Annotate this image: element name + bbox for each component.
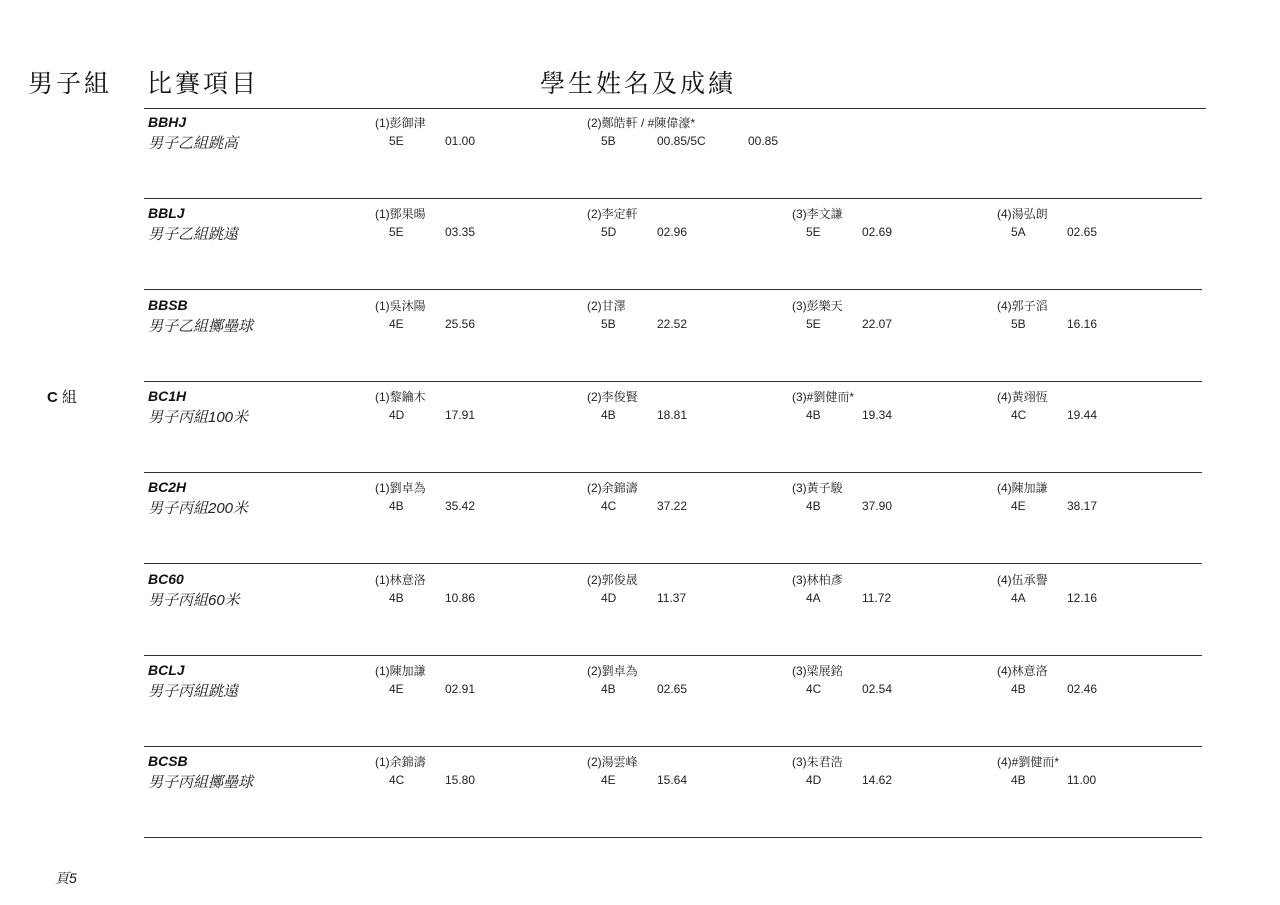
entry-score: 18.81 bbox=[657, 407, 688, 422]
entry-score: 02.46 bbox=[1067, 681, 1098, 696]
entry-score: 12.16 bbox=[1067, 590, 1098, 605]
event-row bbox=[0, 108, 1280, 199]
entry-placing: (3)黃子駿 bbox=[792, 481, 843, 496]
group-letter: C bbox=[47, 389, 58, 406]
page-number: 頁5 bbox=[55, 870, 77, 886]
entry-score: 02.54 bbox=[862, 681, 893, 696]
event-name: 男子丙組60米 bbox=[148, 591, 240, 609]
entry-score: 22.52 bbox=[657, 316, 688, 331]
entry-class: 4A bbox=[1011, 590, 1026, 605]
entry-score: 02.91 bbox=[445, 681, 476, 696]
event-code: BBHJ bbox=[148, 114, 187, 130]
entry-class: 4C bbox=[601, 499, 617, 514]
group-suffix: 組 bbox=[62, 389, 78, 406]
entry-score: 03.35 bbox=[445, 225, 476, 240]
entry-class: 4C bbox=[1011, 407, 1027, 422]
entry-placing: (4)伍承譽 bbox=[997, 572, 1048, 587]
entry-placing: (2)劉卓為 bbox=[587, 663, 638, 678]
entry-placing: (2)湯雲峰 bbox=[587, 755, 638, 770]
entry-placing: (1)林意洛 bbox=[375, 572, 426, 587]
entry-placing: (1)劉卓為 bbox=[375, 481, 426, 496]
entry-class: 5E bbox=[389, 225, 404, 240]
entry-class: 4D bbox=[806, 773, 822, 788]
entry-class: 5E bbox=[806, 225, 821, 240]
event-code: BCSB bbox=[148, 753, 188, 770]
event-divider bbox=[144, 837, 1202, 838]
entry-score: 22.07 bbox=[862, 316, 893, 331]
event-name: 男子乙組擲壘球 bbox=[148, 317, 254, 335]
event-row bbox=[0, 473, 1280, 564]
entry-score: 14.62 bbox=[862, 773, 893, 788]
header-group-column: 男子組 bbox=[28, 69, 113, 98]
entry-score: 10.86 bbox=[445, 590, 476, 605]
entry-score: 02.65 bbox=[657, 681, 688, 696]
entry-score: 35.42 bbox=[445, 499, 476, 514]
entry-class: 5B bbox=[601, 316, 616, 331]
entry-score: 19.44 bbox=[1067, 407, 1098, 422]
entry-score: 25.56 bbox=[445, 316, 476, 331]
event-name: 男子乙組跳遠 bbox=[148, 226, 239, 244]
event-name: 男子丙組跳遠 bbox=[148, 682, 239, 700]
entry-class: 4C bbox=[806, 681, 822, 696]
event-name: 男子丙組100米 bbox=[148, 408, 249, 426]
event-name: 男子丙組擲壘球 bbox=[148, 774, 254, 792]
entry-placing: (2)余錦濤 bbox=[587, 481, 638, 496]
entry-placing: (4)#劉健而* bbox=[997, 755, 1060, 770]
entry-placing: (1)黎鑰木 bbox=[375, 389, 426, 404]
entry-placing: (4)林意洛 bbox=[997, 663, 1048, 678]
entry-placing: (4)郭子滔 bbox=[997, 298, 1048, 313]
entry-class: 5B bbox=[1011, 316, 1026, 331]
header-event-column: 比賽項目 bbox=[147, 69, 260, 98]
entry-placing: (1)鄧果暘 bbox=[375, 207, 426, 222]
entry-class: 4B bbox=[601, 407, 616, 422]
entry-placing: (1)吳沐陽 bbox=[375, 298, 426, 313]
entry-score: 11.37 bbox=[657, 590, 687, 605]
entry-placing: (3)梁展銘 bbox=[792, 663, 843, 678]
entry-class: 5B bbox=[601, 134, 616, 148]
entry-score: 11.72 bbox=[862, 590, 892, 605]
entry-class: 4E bbox=[1011, 499, 1026, 514]
entry-score: 00.85/5C bbox=[657, 134, 706, 148]
event-code: BC2H bbox=[148, 479, 187, 496]
entry-placing: (1)彭御津 bbox=[375, 116, 426, 130]
event-code: BBSB bbox=[148, 296, 188, 313]
entry-placing: (4)湯弘朗 bbox=[997, 207, 1048, 222]
event-name: 男子乙組跳高 bbox=[148, 135, 239, 152]
event-row bbox=[0, 199, 1280, 290]
entry-score: 19.34 bbox=[862, 407, 893, 422]
entry-placing: (1)余錦濤 bbox=[375, 755, 426, 770]
entry-class: 4D bbox=[389, 407, 405, 422]
entry-class: 4A bbox=[806, 590, 821, 605]
entry-class: 5A bbox=[1011, 225, 1026, 240]
entry-score: 01.00 bbox=[445, 134, 476, 148]
entry-score: 02.96 bbox=[657, 225, 688, 240]
event-row bbox=[0, 382, 1280, 473]
entry-class: 4E bbox=[389, 681, 404, 696]
entry-class: 5E bbox=[389, 134, 404, 148]
entry-class: 4E bbox=[601, 773, 616, 788]
entry-class: 4C bbox=[389, 773, 405, 788]
entry-class: 4E bbox=[389, 316, 404, 331]
entry-score: 15.64 bbox=[657, 773, 688, 788]
event-code: BCLJ bbox=[148, 661, 185, 678]
event-code: BC60 bbox=[148, 570, 184, 587]
entry-placing: (2)鄭皓軒 / #陳偉濠* bbox=[587, 116, 696, 130]
entry-placing: (3)彭樂天 bbox=[792, 298, 843, 313]
event-row bbox=[0, 565, 1280, 656]
entry-placing: (4)陳加謙 bbox=[997, 481, 1048, 496]
entry-score: 16.16 bbox=[1067, 316, 1098, 331]
entry-placing: (2)李定軒 bbox=[587, 207, 638, 222]
event-name: 男子丙組200米 bbox=[148, 500, 249, 518]
entry-score: 15.80 bbox=[445, 773, 476, 788]
entry-score: 37.90 bbox=[862, 499, 893, 514]
entry-placing: (3)#劉健而* bbox=[792, 389, 855, 404]
entry-score: 02.69 bbox=[862, 225, 893, 240]
event-code: BBLJ bbox=[148, 205, 185, 222]
header-names-column: 學生姓名及成績 bbox=[540, 69, 737, 98]
entry-class: 5D bbox=[601, 225, 617, 240]
entry-class: 4B bbox=[806, 499, 821, 514]
entry-class: 4B bbox=[389, 499, 404, 514]
entry-placing: (4)黃翊恆 bbox=[997, 389, 1048, 404]
entry-extra-score: 00.85 bbox=[748, 134, 779, 148]
entry-score: 38.17 bbox=[1067, 499, 1098, 514]
entry-class: 4D bbox=[601, 590, 617, 605]
entry-class: 4B bbox=[389, 590, 404, 605]
entry-placing: (1)陳加謙 bbox=[375, 663, 426, 678]
entry-class: 4B bbox=[1011, 681, 1026, 696]
event-code: BC1H bbox=[148, 387, 187, 404]
entry-class: 5E bbox=[806, 316, 821, 331]
entry-placing: (2)郭俊晟 bbox=[587, 572, 638, 587]
entry-class: 4B bbox=[806, 407, 821, 422]
entry-score: 11.00 bbox=[1067, 773, 1097, 788]
entry-placing: (2)李俊賢 bbox=[587, 389, 638, 404]
entry-placing: (3)朱君浩 bbox=[792, 755, 843, 770]
entry-class: 4B bbox=[601, 681, 616, 696]
event-row bbox=[0, 747, 1280, 838]
entry-score: 02.65 bbox=[1067, 225, 1098, 240]
event-row bbox=[0, 291, 1280, 382]
entry-placing: (3)林柏彥 bbox=[792, 572, 843, 587]
entry-placing: (3)李文謙 bbox=[792, 207, 843, 222]
entry-score: 17.91 bbox=[445, 407, 476, 422]
entry-class: 4B bbox=[1011, 773, 1026, 788]
entry-score: 37.22 bbox=[657, 499, 688, 514]
event-row bbox=[0, 656, 1280, 747]
entry-placing: (2)甘澤 bbox=[587, 298, 626, 313]
